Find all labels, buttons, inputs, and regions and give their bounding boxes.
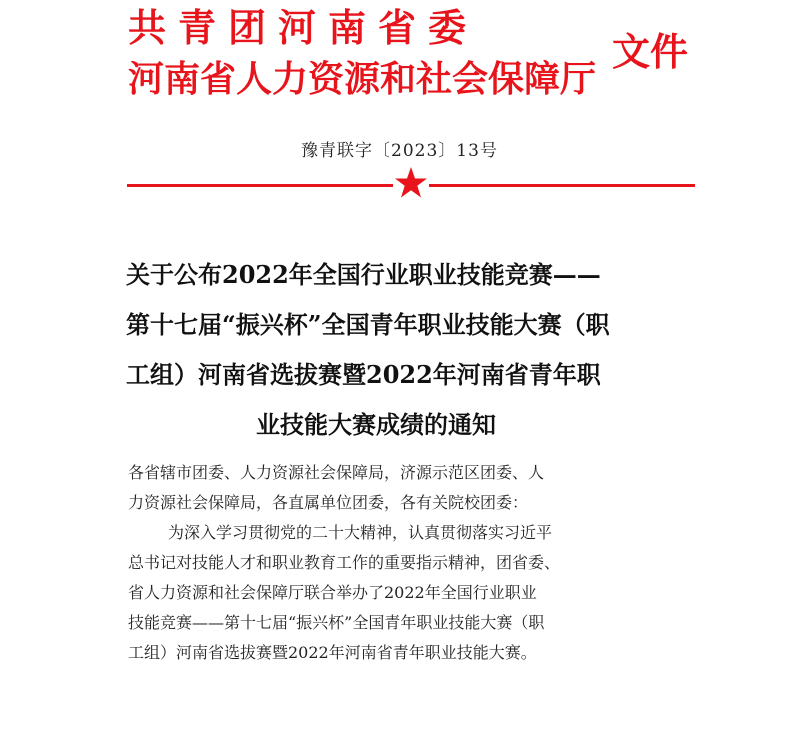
title-line: 关于公布2022年全国行业职业技能竞赛—— bbox=[126, 260, 601, 289]
salutation-line: 力资源社会保障局，各直属单位团委，各有关院校团委： bbox=[128, 493, 529, 512]
document-body bbox=[128, 458, 688, 668]
red-rule-left bbox=[127, 184, 393, 187]
salutation-line: 各省辖市团委、人力资源社会保障局，济源示范区团委、人 bbox=[128, 463, 545, 482]
paragraph-line: 工组）河南省选拔赛暨2022年河南省青年职业技能大赛。 bbox=[128, 643, 537, 662]
issuer-name-league: 共青团河南省委 bbox=[128, 6, 479, 50]
red-rule-right bbox=[429, 184, 695, 187]
paragraph-line: 技能竞赛——第十七届“振兴杯”全国青年职业技能大赛（职 bbox=[128, 613, 545, 632]
red-star-icon bbox=[394, 166, 428, 200]
title-line: 第十七届“振兴杯”全国青年职业技能大赛（职 bbox=[126, 310, 610, 339]
title-line: 工组）河南省选拔赛暨2022年河南省青年职 bbox=[126, 360, 601, 389]
title-line: 业技能大赛成绩的通知 bbox=[256, 410, 496, 439]
paragraph-line: 总书记对技能人才和职业教育工作的重要指示精神，团省委、 bbox=[128, 553, 561, 572]
document-kind-label: 文件 bbox=[612, 30, 689, 74]
paragraph-line: 省人力资源和社会保障厅联合举办了2022年全国行业职业 bbox=[128, 583, 537, 602]
document-title bbox=[126, 250, 686, 450]
document-number: 豫青联字〔2023〕13号 bbox=[301, 141, 498, 161]
issuer-name-hrss: 河南省人力资源和社会保障厅 bbox=[128, 59, 597, 100]
paragraph-line: 为深入学习贯彻党的二十大精神，认真贯彻落实习近平 bbox=[168, 523, 553, 542]
